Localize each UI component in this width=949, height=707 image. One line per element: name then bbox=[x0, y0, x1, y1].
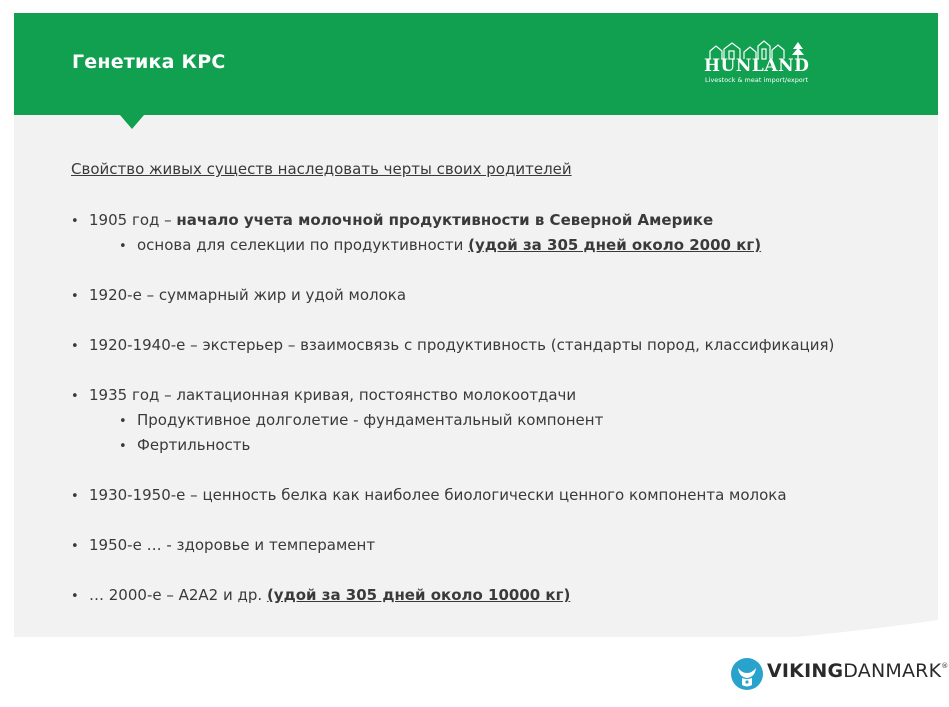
bullet-text: … 2000-е – A2A2 и др. bbox=[89, 586, 267, 604]
bullet-item bbox=[71, 535, 375, 557]
bullet-highlight-text: (удой за 305 дней около 2000 кг) bbox=[468, 236, 762, 254]
sub-bullet-item bbox=[119, 235, 761, 257]
bullet-dot-icon: • bbox=[119, 239, 127, 254]
bullet-dot-icon: • bbox=[71, 539, 79, 554]
bullet-item bbox=[71, 335, 834, 357]
bullet-dot-icon: • bbox=[71, 389, 79, 404]
slide-body bbox=[14, 115, 938, 637]
slide-title: Генетика КРС bbox=[72, 51, 226, 73]
slide-header bbox=[14, 13, 938, 115]
bullet-dot-icon: • bbox=[71, 339, 79, 354]
sub-bullet-item bbox=[119, 410, 603, 432]
hunland-logo-text: HUNLAND bbox=[704, 56, 810, 76]
bullet-bold-text: начало учета молочной продуктивности в Северной Америке bbox=[176, 211, 714, 229]
header-notch bbox=[120, 115, 144, 129]
bullet-text: 1930-1950-е – ценность белка как наиболее биологически ценного компонента молока bbox=[89, 486, 787, 504]
bullet-text: Фертильность bbox=[137, 436, 251, 454]
bullet-dot-icon: • bbox=[71, 489, 79, 504]
viking-danmark-logo bbox=[730, 654, 949, 694]
bullet-text: 1905 год – bbox=[89, 211, 177, 229]
hunland-logo bbox=[700, 37, 818, 87]
bullet-item bbox=[71, 585, 570, 607]
sub-bullet-item bbox=[119, 435, 250, 457]
bullet-dot-icon: • bbox=[119, 439, 127, 454]
viking-danmark-wordmark bbox=[767, 660, 948, 682]
bullet-text: 1935 год – лактационная кривая, постоянство молокоотдачи bbox=[89, 386, 577, 404]
bullet-text: 1950-е … - здоровье и темперамент bbox=[89, 536, 376, 554]
bullet-text: 1920-1940-е – экстерьер – взаимосвязь с продуктивность (стандарты пород, классификация) bbox=[89, 336, 835, 354]
registered-mark: ® bbox=[941, 662, 949, 670]
bullet-dot-icon: • bbox=[71, 589, 79, 604]
bullet-text: 1920-е – суммарный жир и удой молока bbox=[89, 286, 407, 304]
bullet-item bbox=[71, 485, 787, 507]
bullet-dot-icon: • bbox=[71, 214, 79, 229]
bullet-item bbox=[71, 385, 576, 407]
slide-subtitle: Свойство живых существ наследовать черты своих родителей bbox=[71, 160, 572, 178]
hunland-logo-tagline: Livestock & meat import/export bbox=[705, 77, 809, 84]
bullet-highlight-text: (удой за 305 дней около 10000 кг) bbox=[266, 586, 571, 604]
viking-wordmark-regular: DANMARK bbox=[843, 660, 942, 682]
bullet-dot-icon: • bbox=[71, 289, 79, 304]
bullet-item bbox=[71, 285, 406, 307]
viking-horns-icon bbox=[730, 657, 764, 691]
bullet-item bbox=[71, 210, 713, 232]
bullet-text: основа для селекции по продуктивности bbox=[137, 236, 469, 254]
bullet-dot-icon: • bbox=[119, 414, 127, 429]
bullet-text: Продуктивное долголетие - фундаментальный компонент bbox=[137, 411, 604, 429]
viking-wordmark-bold: VIKING bbox=[767, 660, 844, 682]
